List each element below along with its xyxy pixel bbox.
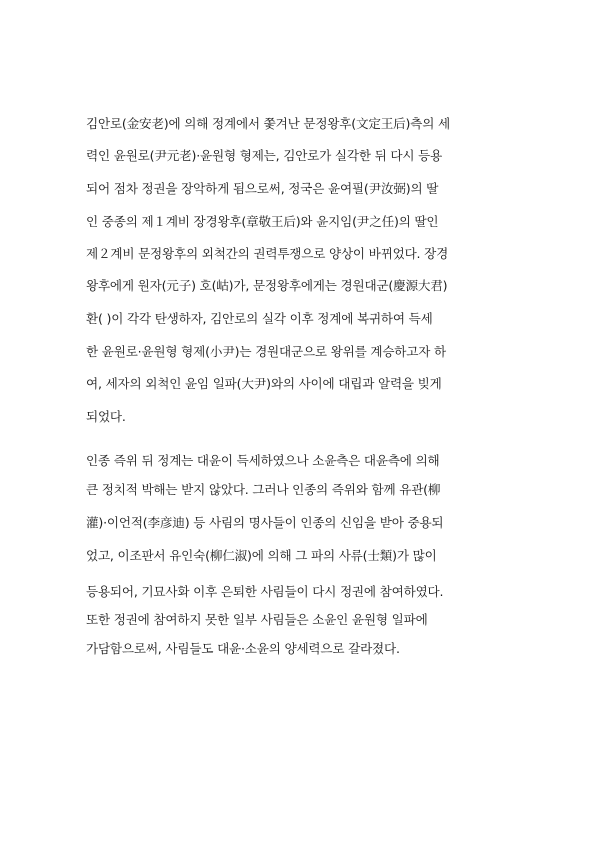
paragraph-line: 었고, 이조판서 유인숙(柳仁淑)에 의해 그 파의 사류(士類)가 많이: [86, 548, 437, 563]
paragraph-line: 인종 즉위 뒤 정계는 대윤이 득세하였으나 소윤측은 대윤측에 의해: [86, 453, 440, 468]
paragraph-line: 김안로(金安老)에 의해 정계에서 쫓겨난 문정왕후(文定王后)측의 세: [86, 116, 450, 131]
paragraph-line: 왕후에게 원자(元子) 호(岵)가, 문정왕후에게는 경원대군(慶源大君): [86, 278, 448, 293]
paragraph-line: 제２계비 문정왕후의 외척간의 권력투쟁으로 양상이 바뀌었다. 장경: [86, 246, 449, 261]
paragraph-line: 력인 윤원로(尹元老)·윤원형 형제는, 김안로가 실각한 뒤 다시 등용: [86, 148, 443, 163]
paragraph-line: 인 중종의 제１계비 장경왕후(章敬王后)와 윤지임(尹之任)의 딸인: [86, 214, 439, 229]
paragraph-line: 가담함으로써, 사림들도 대윤·소윤의 양세력으로 갈라졌다.: [86, 641, 400, 656]
paragraph-line: 등용되어, 기묘사화 이후 은퇴한 사림들이 다시 정권에 참여하였다.: [86, 584, 444, 599]
paragraph-line: 또한 정권에 참여하지 못한 일부 사림들은 소윤인 윤원형 일파에: [86, 612, 428, 627]
paragraph-line: 환( )이 각각 탄생하자, 김안로의 실각 이후 정계에 복귀하여 득세: [86, 311, 433, 326]
paragraph-line: 되어 점차 정권을 장악하게 됨으로써, 정국은 윤여필(尹汝弼)의 딸: [86, 181, 439, 196]
paragraph-line: 여, 세자의 외척인 윤임 일파(大尹)와의 사이에 대립과 알력을 빚게: [86, 376, 442, 391]
paragraph-line: 되었다.: [86, 409, 126, 424]
paragraph-line: 한 윤원로·윤원형 형제(小尹)는 경원대군으로 왕위를 계승하고자 하: [86, 344, 446, 359]
paragraph-line: 큰 정치적 박해는 받지 않았다. 그러나 인종의 즉위와 함께 유관(柳: [86, 482, 441, 497]
paragraph-line: 灌)·이언적(李彦迪) 등 사림의 명사들이 인종의 신임을 받아 중용되: [86, 515, 444, 530]
